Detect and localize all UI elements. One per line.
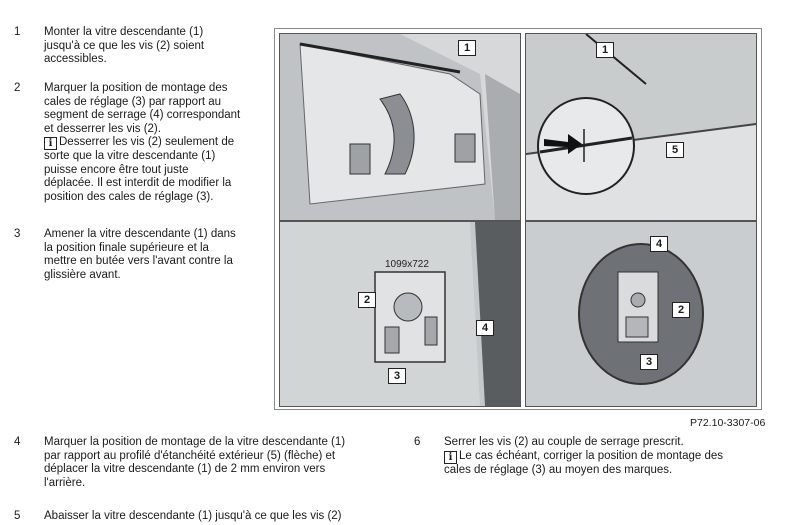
step-number: 5: [14, 510, 21, 522]
step-text: Marquer la position de montage des cales de réglage (3) par rapport au segment de serrage (4) correspondant et desserrer les vis (2). i Desserrer les vis (2) seulement de sorte que la vitre descendante (1) puisse encore être tout juste déplacée. Il est interdit de modifier la position des cales de réglage (3).: [44, 82, 241, 203]
info-icon: i: [44, 137, 57, 150]
photo-seal-detail: [525, 33, 757, 221]
step-text: Serrer les vis (2) au couple de serrage prescrit. i Le cas échéant, corriger la position de montage des cales de réglage (3) au moyen des marques.: [444, 436, 724, 476]
step-number: 1: [14, 26, 21, 38]
info-icon: i: [444, 451, 457, 464]
callout-1: 1: [458, 40, 476, 56]
overlay-size-label: 1099x722: [385, 259, 429, 270]
step-number: 4: [14, 436, 21, 448]
callout-2: 2: [358, 292, 376, 308]
step-text: Marquer la position de montage de la vitre descendante (1) par rapport au profilé d'étanchéité extérieur (5) (flèche) et déplacer la vitre descendante (1) de 2 mm environ vers l'arrière.: [44, 436, 346, 489]
photo-regulator-detail-left: [279, 221, 521, 407]
step-number: 6: [414, 436, 421, 448]
figure-reference: P72.10-3307-06: [690, 417, 766, 429]
callout-5: 5: [666, 142, 684, 158]
step-text: Amener la vitre descendante (1) dans la position finale supérieure et la mettre en butée vers l'avant contre la glissière avant.: [44, 228, 236, 281]
illustration-figure: [274, 28, 762, 410]
step-text: Abaisser la vitre descendante (1) jusqu'à ce que les vis (2): [44, 510, 342, 522]
callout-3: 3: [640, 354, 658, 370]
step-number: 2: [14, 82, 21, 94]
photo-door-overview: [279, 33, 521, 221]
callout-1: 1: [596, 42, 614, 58]
step-number: 3: [14, 228, 21, 240]
callout-3: 3: [388, 368, 406, 384]
note: i Le cas échéant, corriger la position de montage des cales de réglage (3) au moyen des marques.: [444, 449, 724, 476]
step-text: Monter la vitre descendante (1) jusqu'à ce que les vis (2) soient accessibles.: [44, 26, 205, 65]
callout-4: 4: [650, 236, 668, 252]
callout-4: 4: [476, 320, 494, 336]
note: i Desserrer les vis (2) seulement de sorte que la vitre descendante (1) puisse encore être tout juste déplacée. Il est interdit de modifier la position des cales de réglage (3).: [44, 136, 235, 203]
callout-2: 2: [672, 302, 690, 318]
photo-regulator-detail-right: [525, 221, 757, 407]
